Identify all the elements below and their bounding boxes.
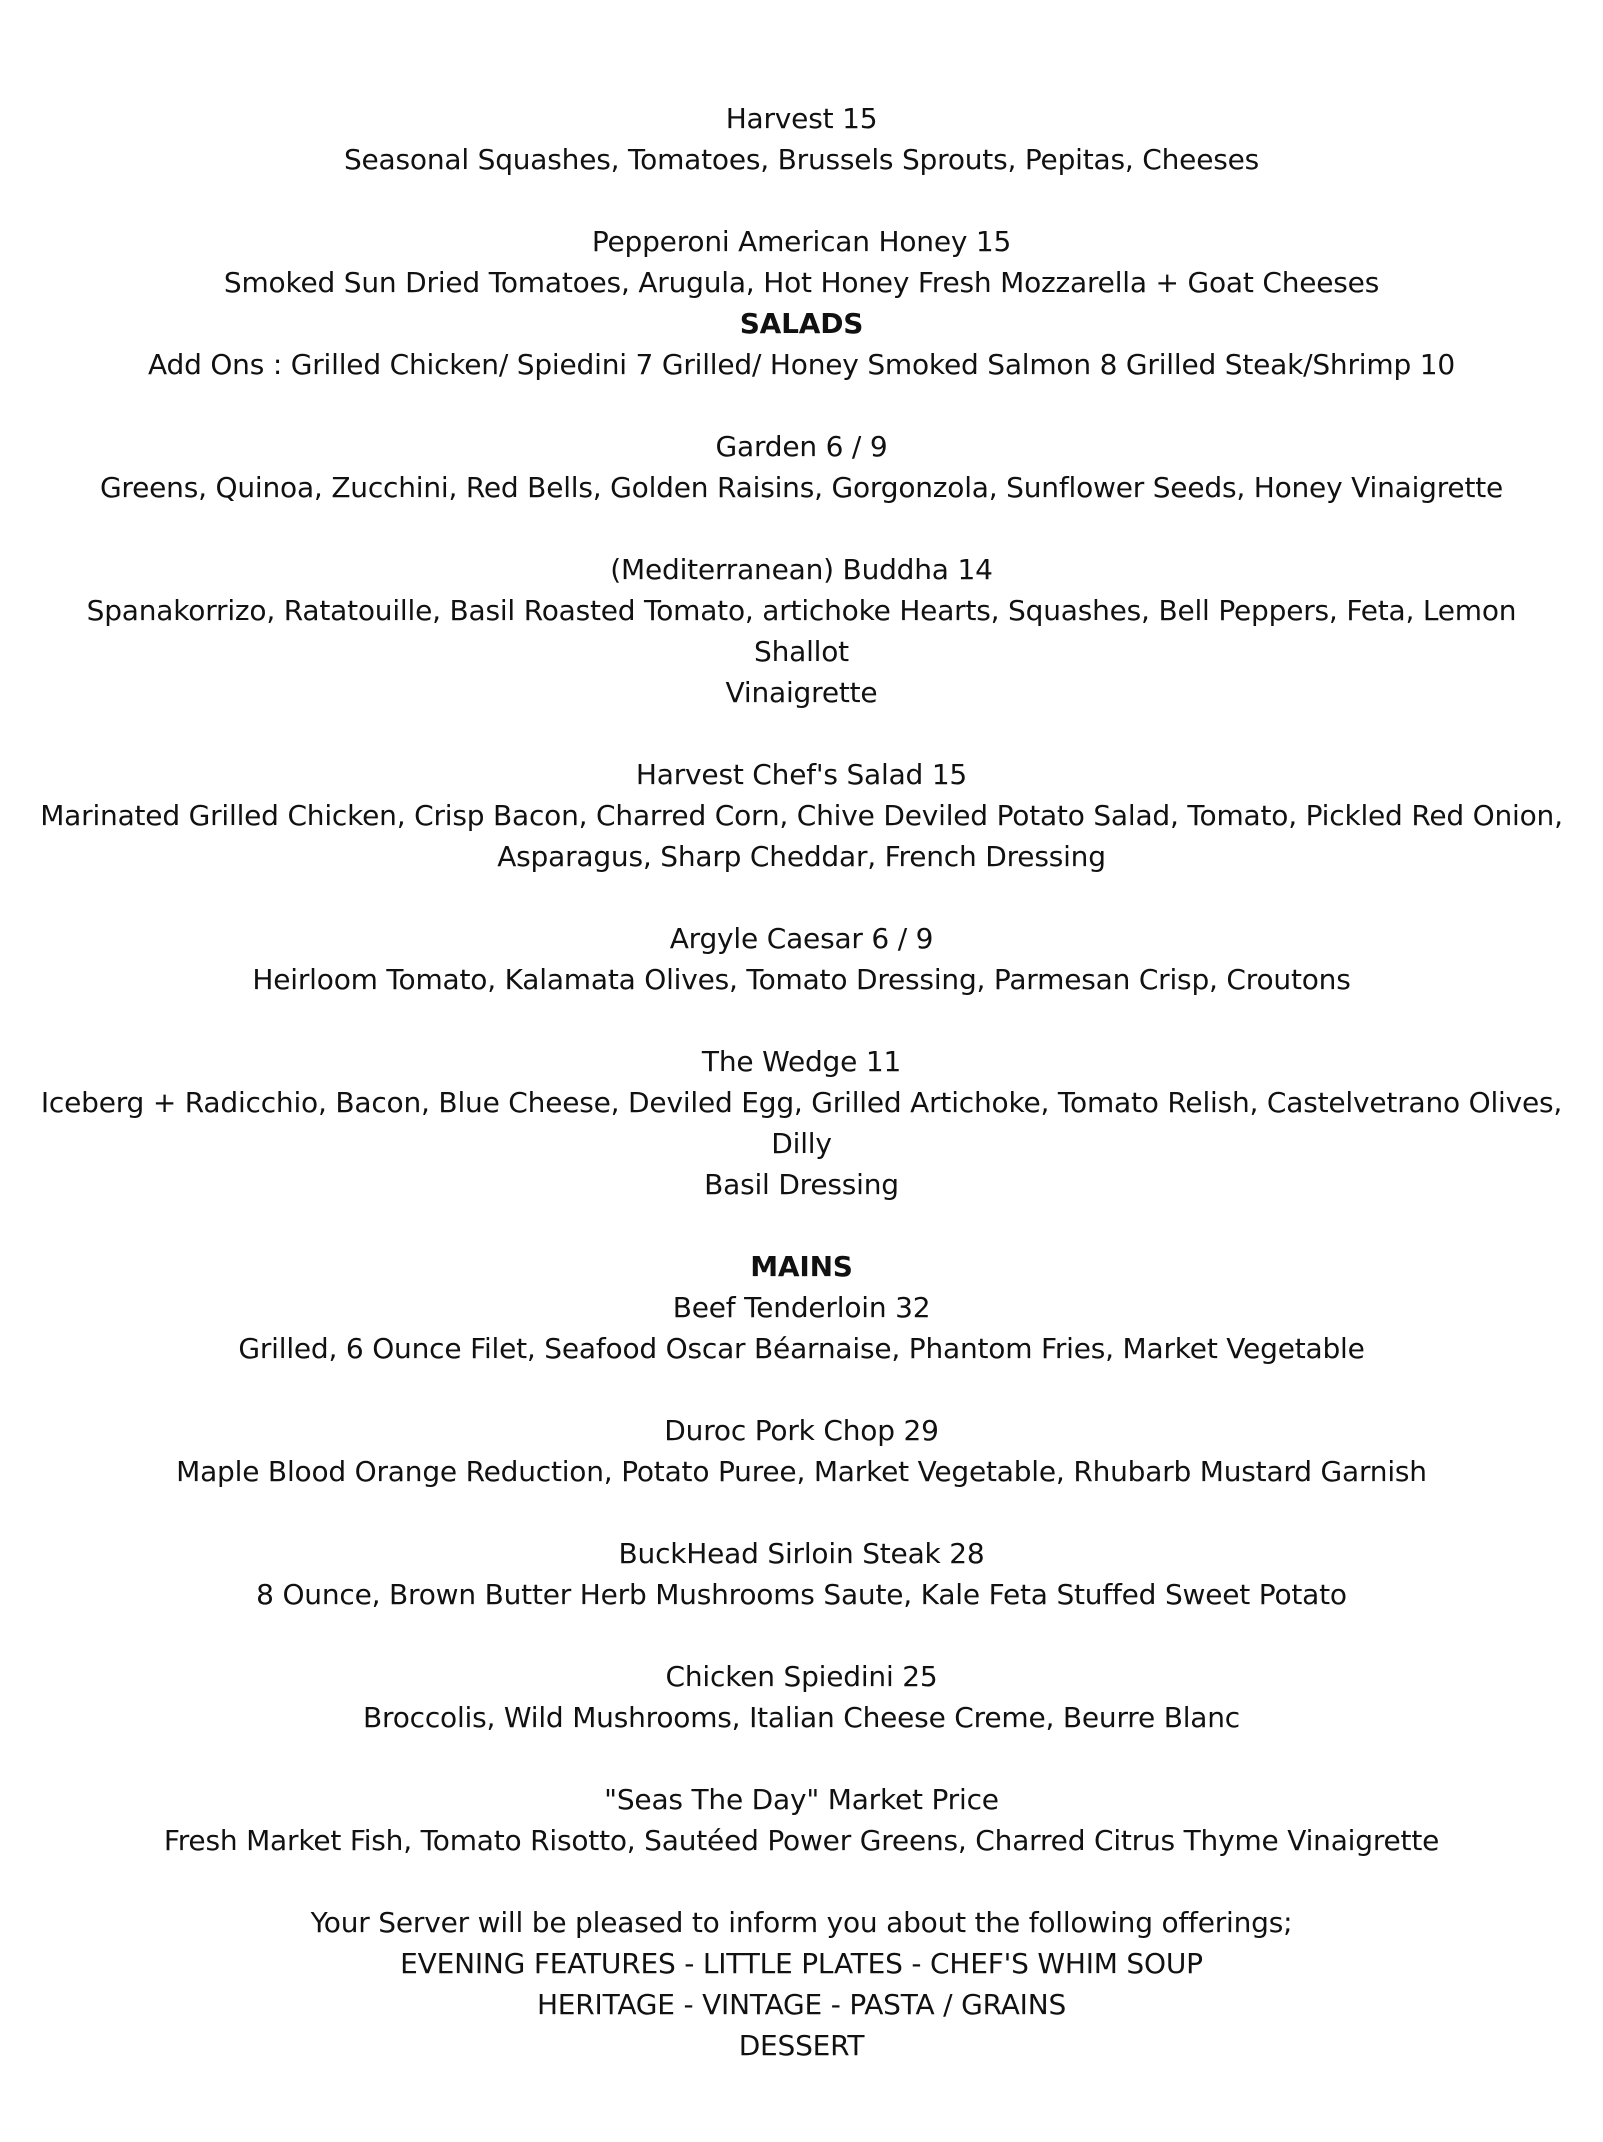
menu-item-buckhead-sirloin-steak [40,1533,1563,1615]
item-title: Duroc Pork Chop 29 [664,1414,939,1447]
item-description: Iceberg + Radicchio, Bacon, Blue Cheese, Deviled Egg, Grilled Artichoke, Tomato Relish, Castelvetrano Olives, [40,1086,1563,1119]
item-title: The Wedge 11 [701,1045,902,1078]
item-title: Beef Tenderloin 32 [672,1291,931,1324]
item-title: "Seas The Day" Market Price [604,1783,999,1816]
footer-offerings-line: HERITAGE - VINTAGE - PASTA / GRAINS [536,1988,1067,2021]
item-description: Vinaigrette [725,676,878,709]
item-title: Harvest Chef's Salad 15 [635,758,968,791]
spacer [40,1738,1563,1779]
menu-item-the-wedge [40,1041,1563,1205]
spacer [40,1000,1563,1041]
section-heading-salads: SALADS [739,307,864,340]
item-description: Heirloom Tomato, Kalamata Olives, Tomato Dressing, Parmesan Crisp, Croutons [252,963,1351,996]
menu-item-argyle-caesar [40,918,1563,1000]
footer-intro: Your Server will be pleased to inform you about the following offerings; [310,1906,1293,1939]
menu-item-harvest-chefs-salad [40,754,1563,877]
menu-item-pepperoni-american-honey [40,221,1563,303]
item-description: Basil Dressing [704,1168,899,1201]
menu-item-buddha [40,549,1563,713]
spacer [40,1369,1563,1410]
menu-item-harvest [40,98,1563,180]
menu-item-duroc-pork-chop [40,1410,1563,1492]
item-description: Greens, Quinoa, Zucchini, Red Bells, Golden Raisins, Gorgonzola, Sunflower Seeds, Honey Vinaigrette [99,471,1504,504]
item-title: BuckHead Sirloin Steak 28 [618,1537,985,1570]
mains-section [40,1246,1563,1902]
item-description: Asparagus, Sharp Cheddar, French Dressing [497,840,1106,873]
item-title: (Mediterranean) Buddha 14 [610,553,993,586]
spacer [40,1615,1563,1656]
spacer [40,385,1563,426]
spacer [40,508,1563,549]
item-description: Spanakorrizo, Ratatouille, Basil Roasted Tomato, artichoke Hearts, Squashes, Bell Peppers, Feta, Lemon Shallot [86,594,1526,668]
item-description: Smoked Sun Dried Tomatoes, Arugula, Hot Honey Fresh Mozzarella + Goat Cheeses [223,266,1380,299]
spacer [40,877,1563,918]
spacer [40,1492,1563,1533]
menu-item-garden [40,426,1563,508]
item-description: Fresh Market Fish, Tomato Risotto, Sautéed Power Greens, Charred Citrus Thyme Vinaigrette [163,1824,1440,1857]
item-description: Maple Blood Orange Reduction, Potato Puree, Market Vegetable, Rhubarb Mustard Garnish [176,1455,1427,1488]
salads-section [40,303,1563,1246]
menu-content [40,98,1563,2066]
spacer [40,1205,1563,1246]
item-description: Dilly [771,1127,832,1160]
item-title: Pepperoni American Honey 15 [591,225,1012,258]
menu-item-beef-tenderloin [40,1287,1563,1369]
item-title: Garden 6 / 9 [715,430,888,463]
spacer [40,1861,1563,1902]
item-title: Argyle Caesar 6 / 9 [669,922,934,955]
menu-item-chicken-spiedini [40,1656,1563,1738]
item-title: Chicken Spiedini 25 [665,1660,938,1693]
item-title: Harvest 15 [725,102,878,135]
item-description: Seasonal Squashes, Tomatoes, Brussels Sprouts, Pepitas, Cheeses [343,143,1260,176]
menu-footer [40,1902,1563,2066]
item-description: Marinated Grilled Chicken, Crisp Bacon, Charred Corn, Chive Deviled Potato Salad, Tomato, Pickled Red Onion, [40,799,1563,832]
footer-offerings-line: EVENING FEATURES - LITTLE PLATES - CHEF'S WHIM SOUP [400,1947,1203,1980]
item-description: Grilled, 6 Ounce Filet, Seafood Oscar Béarnaise, Phantom Fries, Market Vegetable [238,1332,1365,1365]
item-description: 8 Ounce, Brown Butter Herb Mushrooms Saute, Kale Feta Stuffed Sweet Potato [256,1578,1347,1611]
menu-item-seas-the-day [40,1779,1563,1861]
spacer [40,713,1563,754]
footer-offerings-line: DESSERT [738,2029,865,2062]
salad-add-ons: Add Ons : Grilled Chicken/ Spiedini 7 Grilled/ Honey Smoked Salmon 8 Grilled Steak/Shrimp 10 [148,348,1455,381]
section-heading-mains: MAINS [750,1250,853,1283]
spacer [40,180,1563,221]
item-description: Broccolis, Wild Mushrooms, Italian Cheese Creme, Beurre Blanc [363,1701,1240,1734]
